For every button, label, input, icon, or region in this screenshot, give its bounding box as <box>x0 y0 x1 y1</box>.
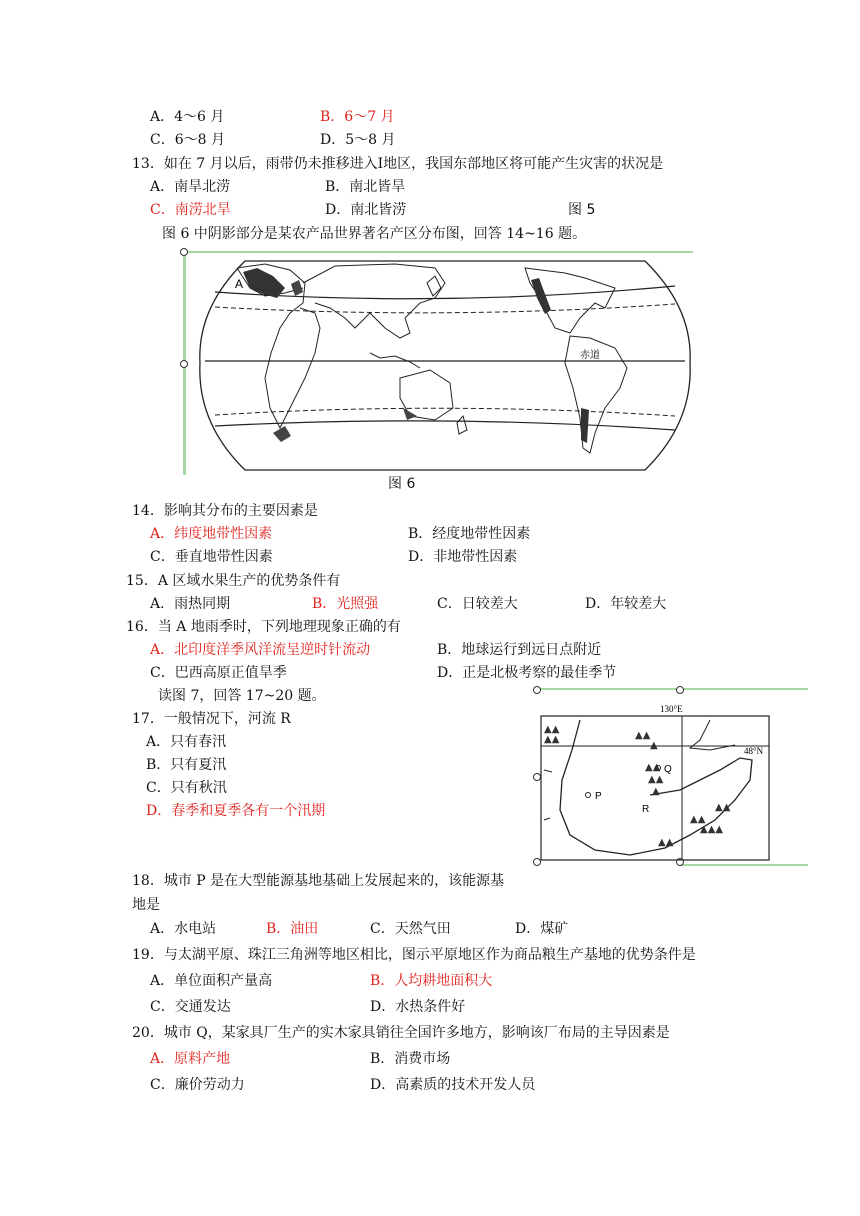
river-r-label: R <box>642 804 650 815</box>
q19-option-d: D．水热条件好 <box>370 999 466 1015</box>
q13-option-a: A．南旱北涝 <box>150 179 231 195</box>
resize-handle[interactable] <box>180 248 188 256</box>
q19-option-a: A．单位面积产量高 <box>150 973 273 989</box>
figure6-label-a: A <box>235 277 244 291</box>
figure6-caption: 图 6 <box>388 476 416 492</box>
svg-text:▲▲: ▲▲ <box>648 774 664 785</box>
resize-handle[interactable] <box>180 360 188 368</box>
q13-option-d: D．南北皆涝 <box>325 202 407 218</box>
q15-stem: 15．A 区域水果生产的优势条件有 <box>126 573 341 589</box>
q19-stem: 19．与太湖平原、珠江三角洲等地区相比，图示平原地区作为商品粮生产基地的优势条件是 <box>132 947 696 963</box>
figure7-frame-bottom <box>680 864 808 866</box>
q12-option-c: C．6～8 月 <box>150 132 225 148</box>
q12-option-a: A．4～6 月 <box>150 109 225 125</box>
svg-text:▲: ▲ <box>650 740 658 751</box>
q18-stem-line1: 18．城市 P 是在大型能源基地基础上发展起来的，该能源基 <box>132 873 505 889</box>
q20-option-b: B．消费市场 <box>370 1051 451 1067</box>
q12-option-d: D．5～8 月 <box>320 132 396 148</box>
q17-option-a: A．只有春汛 <box>146 734 227 750</box>
q15-option-b: B．光照强 <box>312 596 379 612</box>
q18-option-a: A．水电站 <box>150 921 217 937</box>
q18-stem-line2: 地是 <box>132 897 160 913</box>
q14-option-c: C．垂直地带性因素 <box>150 549 273 565</box>
figure7-frame-top <box>536 688 808 690</box>
q14-option-a: A．纬度地带性因素 <box>150 526 273 542</box>
svg-text:▲▲: ▲▲ <box>715 802 731 813</box>
resize-handle[interactable] <box>533 686 541 694</box>
svg-text:▲▲: ▲▲ <box>690 814 706 825</box>
q16-option-c: C．巴西高原正值旱季 <box>150 665 287 681</box>
q15-option-c: C．日较差大 <box>437 596 518 612</box>
latitude-label: 48°N <box>744 746 764 756</box>
q15-option-a: A．雨热同期 <box>150 596 231 612</box>
q18-option-d: D．煤矿 <box>515 921 569 937</box>
q20-option-c: C．廉价劳动力 <box>150 1077 245 1093</box>
q16-stem: 16．当 A 地雨季时，下列地理现象正确的有 <box>126 619 401 635</box>
svg-text:▲▲: ▲▲ <box>635 730 651 741</box>
q14-option-b: B．经度地带性因素 <box>408 526 531 542</box>
svg-text:▲▲: ▲▲ <box>658 837 674 848</box>
q19-option-b: B．人均耕地面积大 <box>370 973 493 989</box>
resize-handle[interactable] <box>676 686 684 694</box>
city-p-label: P <box>595 791 602 802</box>
q16-option-b: B．地球运行到远日点附近 <box>437 642 602 658</box>
q18-option-b: B．油田 <box>266 921 319 937</box>
figure6-frame-top <box>183 251 693 253</box>
q17-option-c: C．只有秋汛 <box>146 780 227 796</box>
figure7-regional-map <box>540 700 772 862</box>
q13-stem: 13．如在 7 月以后，雨带仍未推移进入Ⅰ地区，我国东部地区将可能产生灾害的状况是 <box>132 156 664 172</box>
q13-option-b: B．南北皆旱 <box>325 179 406 195</box>
figure5-label: 图 5 <box>568 202 596 218</box>
svg-text:▲: ▲ <box>652 786 660 797</box>
q20-option-a: A．原料产地 <box>150 1051 231 1067</box>
q15-option-d: D．年较差大 <box>585 596 667 612</box>
longitude-label: 130°E <box>660 704 683 714</box>
q20-option-d: D．高素质的技术开发人员 <box>370 1077 536 1093</box>
q16-option-a: A．北印度洋季风洋流呈逆时针流动 <box>150 642 371 658</box>
svg-text:▲▲: ▲▲ <box>544 724 560 735</box>
q16-option-d: D．正是北极考察的最佳季节 <box>437 665 617 681</box>
intro-17-20: 读图 7，回答 17~20 题。 <box>158 688 326 704</box>
figure6-world-map <box>195 258 695 473</box>
intro-14-16: 图 6 中阴影部分是某农产品世界著名产区分布图，回答 14~16 题。 <box>162 226 587 242</box>
svg-text:▲▲▲: ▲▲▲ <box>700 824 724 835</box>
equator-label: 赤道 <box>580 350 600 361</box>
q17-option-d: D．春季和夏季各有一个汛期 <box>146 803 326 819</box>
q20-stem: 20．城市 Q，某家具厂生产的实木家具销往全国许多地方，影响该厂布局的主导因素是 <box>132 1025 670 1041</box>
q17-stem: 17．一般情况下，河流 R <box>132 711 291 727</box>
svg-text:▲▲: ▲▲ <box>645 762 661 773</box>
city-q-label: Q <box>664 764 672 775</box>
q14-option-d: D．非地带性因素 <box>408 549 518 565</box>
q12-option-b: B．6～7 月 <box>320 109 395 125</box>
q19-option-c: C．交通发达 <box>150 999 231 1015</box>
svg-text:▲▲: ▲▲ <box>544 734 560 745</box>
q17-option-b: B．只有夏汛 <box>146 757 227 773</box>
q18-option-c: C．天然气田 <box>370 921 451 937</box>
q14-stem: 14．影响其分布的主要因素是 <box>132 503 318 519</box>
q13-option-c: C．南涝北旱 <box>150 202 231 218</box>
